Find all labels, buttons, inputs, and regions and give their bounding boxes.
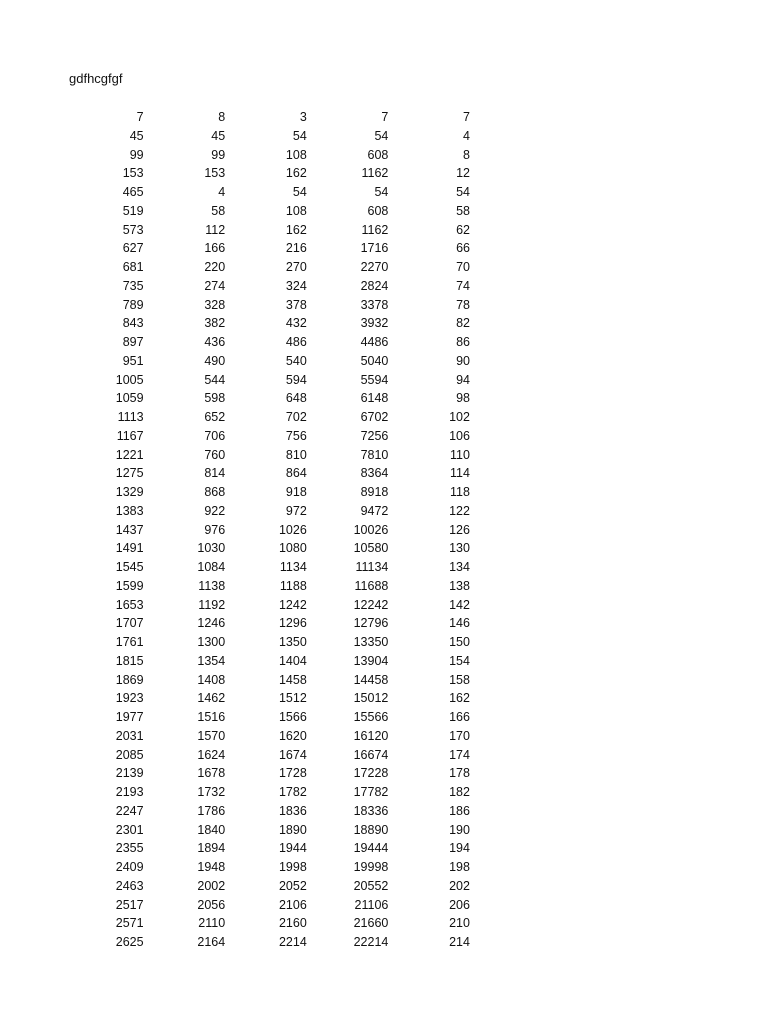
table-cell: 436 (204, 335, 226, 349)
table-cell: 1404 (278, 653, 307, 668)
table-cell: 1242 (278, 597, 307, 612)
table-row (62, 408, 470, 427)
table-cell: 1113 (117, 410, 144, 424)
table-cell: 1300 (197, 635, 226, 649)
table-cell: 2110 (198, 916, 226, 931)
table-cell: 1437 (115, 522, 144, 537)
table-cell: 13350 (353, 635, 389, 649)
table-cell: 789 (122, 297, 144, 312)
table-cell: 4 (218, 185, 226, 199)
table-cell: 1545 (115, 560, 144, 574)
table-cell: 8918 (360, 485, 389, 499)
table-cell: 2625 (115, 935, 144, 949)
table-cell: 134 (449, 560, 470, 574)
table-cell: 5594 (360, 372, 389, 387)
table-cell: 1728 (278, 766, 307, 781)
table-cell: 162 (285, 222, 307, 237)
table-cell: 10580 (353, 541, 389, 556)
table-cell: 12242 (353, 597, 389, 612)
table-cell: 922 (204, 503, 226, 518)
table-row (62, 146, 470, 165)
table-row (62, 127, 470, 146)
table-row (62, 314, 470, 333)
table-cell: 186 (449, 803, 470, 818)
numbers-table-body (62, 108, 470, 952)
table-cell: 15012 (353, 691, 389, 706)
table-cell: 8364 (360, 466, 389, 481)
table-cell: 146 (449, 616, 470, 631)
table-cell: 166 (204, 241, 226, 256)
table-row (62, 371, 470, 390)
table-cell: 110 (450, 447, 470, 462)
table-cell: 864 (285, 466, 307, 481)
table-cell: 918 (285, 485, 307, 499)
table-cell: 18336 (353, 803, 389, 818)
table-cell: 62 (456, 222, 470, 237)
table-cell: 1084 (197, 560, 226, 574)
table-row (62, 783, 470, 802)
table-cell: 2056 (197, 897, 226, 912)
table-cell: 328 (204, 297, 226, 312)
table-cell: 3378 (360, 297, 389, 312)
table-cell: 1221 (115, 447, 144, 462)
table-cell: 1188 (279, 578, 307, 593)
table-cell: 756 (285, 428, 307, 443)
table-cell: 194 (449, 841, 470, 856)
table-row (62, 577, 470, 596)
table-cell: 102 (449, 410, 470, 424)
table-cell: 1977 (115, 710, 144, 724)
table-cell: 2139 (115, 766, 144, 781)
table-cell: 1350 (278, 635, 307, 649)
table-cell: 681 (122, 260, 144, 274)
table-row (62, 821, 470, 840)
table-cell: 174 (449, 747, 470, 762)
table-cell: 114 (450, 466, 470, 481)
table-row (62, 839, 470, 858)
table-cell: 1138 (198, 578, 226, 593)
table-row (62, 521, 470, 540)
table-cell: 2824 (360, 278, 389, 293)
table-cell: 702 (285, 410, 307, 424)
table-cell: 7 (136, 110, 144, 124)
table-cell: 1383 (115, 503, 144, 518)
table-cell: 972 (285, 503, 307, 518)
table-cell: 202 (449, 878, 470, 893)
table-cell: 66 (456, 241, 470, 256)
table-cell: 1462 (197, 691, 226, 706)
table-cell: 6702 (360, 410, 389, 424)
table-cell: 14458 (353, 672, 389, 687)
table-cell: 7 (463, 110, 470, 124)
table-cell: 1948 (197, 860, 226, 874)
table-cell: 9472 (360, 503, 389, 518)
table-cell: 12 (456, 166, 470, 181)
table-cell: 162 (285, 166, 307, 181)
table-cell: 1786 (197, 803, 226, 818)
table-cell: 382 (204, 316, 226, 331)
table-cell: 1836 (278, 803, 307, 818)
table-cell: 45 (129, 128, 144, 143)
table-cell: 4486 (360, 335, 389, 349)
table-cell: 2052 (278, 878, 307, 893)
table-cell: 54 (292, 185, 307, 199)
table-cell: 1869 (115, 672, 144, 687)
table-cell: 7810 (360, 447, 389, 462)
table-cell: 138 (449, 578, 470, 593)
table-cell: 122 (449, 503, 470, 518)
table-cell: 1716 (360, 241, 389, 256)
table-cell: 108 (285, 203, 307, 218)
table-cell: 1275 (115, 466, 144, 481)
table-cell: 1030 (197, 541, 226, 556)
table-cell: 21660 (353, 916, 389, 931)
table-cell: 10026 (353, 522, 389, 537)
table-cell: 1512 (278, 691, 307, 706)
table-cell: 897 (122, 335, 144, 349)
table-cell: 2106 (278, 897, 307, 912)
table-cell: 1134 (279, 560, 307, 574)
table-cell: 598 (204, 391, 226, 406)
table-row (62, 333, 470, 352)
table-cell: 3 (299, 110, 307, 124)
table-row (62, 596, 470, 615)
page-heading: gdfhcgfgf (69, 71, 123, 86)
table-cell: 573 (122, 222, 144, 237)
table-cell: 1620 (278, 728, 307, 743)
table-row (62, 727, 470, 746)
table-row (62, 652, 470, 671)
table-cell: 2193 (115, 785, 144, 799)
table-cell: 70 (456, 260, 470, 274)
table-row (62, 202, 470, 221)
table-row (62, 221, 470, 240)
table-cell: 868 (204, 485, 226, 499)
table-cell: 5040 (360, 353, 389, 368)
table-cell: 19998 (353, 860, 389, 874)
table-cell: 210 (449, 916, 470, 931)
table-cell: 1923 (115, 691, 144, 706)
table-row (62, 446, 470, 465)
numbers-table (62, 108, 470, 952)
table-cell: 216 (285, 241, 307, 256)
table-cell: 274 (204, 278, 226, 293)
table-cell: 94 (456, 372, 470, 387)
table-cell: 540 (285, 353, 307, 368)
table-row (62, 239, 470, 258)
table-row (62, 427, 470, 446)
table-cell: 153 (122, 166, 144, 181)
table-cell: 1894 (197, 841, 226, 856)
table-cell: 490 (204, 353, 226, 368)
table-cell: 178 (449, 766, 470, 781)
table-cell: 8 (463, 147, 470, 162)
table-cell: 166 (449, 710, 470, 724)
table-cell: 1678 (197, 766, 226, 781)
table-cell: 54 (374, 128, 389, 143)
table-cell: 1458 (278, 672, 307, 687)
table-cell: 465 (122, 185, 144, 199)
table-cell: 206 (449, 897, 470, 912)
table-cell: 1707 (115, 616, 144, 631)
table-row (62, 464, 470, 483)
table-cell: 11134 (355, 560, 389, 574)
table-cell: 1653 (115, 597, 144, 612)
table-cell: 1026 (278, 522, 307, 537)
table-cell: 270 (285, 260, 307, 274)
table-cell: 594 (285, 372, 307, 387)
table-cell: 1732 (197, 785, 226, 799)
table-cell: 90 (456, 353, 470, 368)
table-cell: 19444 (353, 841, 389, 856)
table-cell: 78 (456, 297, 470, 312)
table-cell: 142 (449, 597, 470, 612)
table-cell: 1005 (115, 372, 144, 387)
table-cell: 150 (449, 635, 470, 649)
table-cell: 8 (218, 110, 226, 124)
table-row (62, 277, 470, 296)
table-row (62, 389, 470, 408)
table-cell: 1782 (278, 785, 307, 799)
table-row (62, 108, 470, 127)
table-row (62, 183, 470, 202)
table-cell: 378 (285, 297, 307, 312)
table-cell: 18890 (353, 822, 389, 837)
table-cell: 12796 (353, 616, 389, 631)
table-row (62, 933, 470, 952)
table-cell: 608 (367, 203, 389, 218)
table-cell: 976 (204, 522, 226, 537)
table-cell: 760 (204, 447, 226, 462)
table-cell: 1167 (116, 428, 144, 443)
table-cell: 544 (204, 372, 226, 387)
table-cell: 214 (449, 935, 470, 949)
table-cell: 814 (204, 466, 226, 481)
table-cell: 1246 (197, 616, 226, 631)
table-cell: 843 (122, 316, 144, 331)
table-cell: 432 (285, 316, 307, 331)
table-cell: 1840 (197, 822, 226, 837)
table-cell: 2517 (115, 897, 144, 912)
table-cell: 99 (129, 147, 144, 162)
table-cell: 112 (205, 222, 226, 237)
table-cell: 2270 (360, 260, 389, 274)
table-cell: 45 (211, 128, 226, 143)
table-cell: 190 (449, 822, 470, 837)
table-row (62, 689, 470, 708)
table-row (62, 633, 470, 652)
table-cell: 153 (204, 166, 226, 181)
table-cell: 1998 (278, 860, 307, 874)
table-row (62, 877, 470, 896)
table-cell: 1944 (278, 841, 307, 856)
table-cell: 810 (285, 447, 307, 462)
table-cell: 86 (456, 335, 470, 349)
table-cell: 652 (204, 410, 226, 424)
table-cell: 74 (456, 278, 470, 293)
table-cell: 1329 (115, 485, 144, 499)
table-cell: 220 (204, 260, 226, 274)
table-cell: 519 (122, 203, 144, 218)
table-cell: 130 (449, 541, 470, 556)
table-cell: 1192 (198, 597, 226, 612)
table-cell: 2002 (197, 878, 226, 893)
table-cell: 1674 (278, 747, 307, 762)
table-cell: 58 (211, 203, 226, 218)
table-row (62, 258, 470, 277)
table-cell: 1162 (361, 166, 389, 181)
table-row (62, 914, 470, 933)
table-row (62, 352, 470, 371)
table-cell: 16674 (353, 747, 389, 762)
table-cell: 951 (122, 353, 144, 368)
table-row (62, 671, 470, 690)
table-row (62, 614, 470, 633)
table-cell: 1566 (278, 710, 307, 724)
table-cell: 1059 (115, 391, 144, 406)
table-cell: 1761 (115, 635, 144, 649)
table-row (62, 802, 470, 821)
table-row (62, 296, 470, 315)
table-cell: 4 (463, 128, 470, 143)
table-cell: 17228 (353, 766, 389, 781)
table-cell: 2409 (115, 860, 144, 874)
table-cell: 1815 (115, 653, 144, 668)
table-cell: 11688 (354, 578, 389, 593)
table-cell: 627 (122, 241, 144, 256)
table-cell: 108 (285, 147, 307, 162)
table-cell: 6148 (360, 391, 389, 406)
table-cell: 1408 (197, 672, 226, 687)
table-cell: 98 (456, 391, 470, 406)
table-cell: 2031 (115, 728, 144, 743)
table-cell: 1890 (278, 822, 307, 837)
table-cell: 2247 (115, 803, 144, 818)
table-cell: 182 (449, 785, 470, 799)
table-cell: 2214 (278, 935, 307, 949)
table-cell: 2160 (278, 916, 307, 931)
table-row (62, 558, 470, 577)
table-cell: 1624 (197, 747, 226, 762)
table-cell: 17782 (353, 785, 389, 799)
table-cell: 99 (211, 147, 226, 162)
table-cell: 21106 (354, 897, 389, 912)
table-cell: 1162 (361, 222, 389, 237)
table-cell: 162 (449, 691, 470, 706)
table-row (62, 502, 470, 521)
table-row (62, 896, 470, 915)
table-cell: 7 (381, 110, 389, 124)
table-cell: 54 (292, 128, 307, 143)
table-cell: 16120 (353, 728, 389, 743)
table-cell: 1516 (197, 710, 226, 724)
table-cell: 20552 (353, 878, 389, 893)
table-cell: 2355 (115, 841, 144, 856)
table-cell: 1491 (115, 541, 144, 556)
table-cell: 54 (374, 185, 389, 199)
table-cell: 126 (449, 522, 470, 537)
table-cell: 1570 (197, 728, 226, 743)
table-cell: 1354 (197, 653, 226, 668)
table-row (62, 764, 470, 783)
table-row (62, 483, 470, 502)
table-cell: 1599 (115, 578, 144, 593)
table-cell: 13904 (353, 653, 389, 668)
table-cell: 82 (456, 316, 470, 331)
table-row (62, 164, 470, 183)
table-cell: 58 (456, 203, 470, 218)
table-cell: 198 (449, 860, 470, 874)
table-cell: 2164 (197, 935, 226, 949)
table-cell: 118 (450, 485, 470, 499)
table-cell: 486 (285, 335, 307, 349)
table-cell: 7256 (360, 428, 389, 443)
table-cell: 706 (204, 428, 226, 443)
table-cell: 2571 (115, 916, 144, 931)
table-cell: 22214 (353, 935, 389, 949)
table-row (62, 858, 470, 877)
table-cell: 106 (449, 428, 470, 443)
table-row (62, 708, 470, 727)
table-cell: 2085 (115, 747, 144, 762)
table-cell: 324 (285, 278, 307, 293)
table-row (62, 539, 470, 558)
table-cell: 2301 (115, 822, 144, 837)
table-cell: 735 (122, 278, 144, 293)
table-cell: 648 (285, 391, 307, 406)
table-cell: 2463 (115, 878, 144, 893)
table-cell: 154 (449, 653, 470, 668)
table-cell: 608 (367, 147, 389, 162)
table-cell: 3932 (360, 316, 389, 331)
table-row (62, 746, 470, 765)
table-cell: 1296 (278, 616, 307, 631)
table-cell: 170 (449, 728, 470, 743)
table-cell: 158 (449, 672, 470, 687)
table-cell: 54 (456, 185, 470, 199)
table-cell: 15566 (353, 710, 389, 724)
table-cell: 1080 (278, 541, 307, 556)
